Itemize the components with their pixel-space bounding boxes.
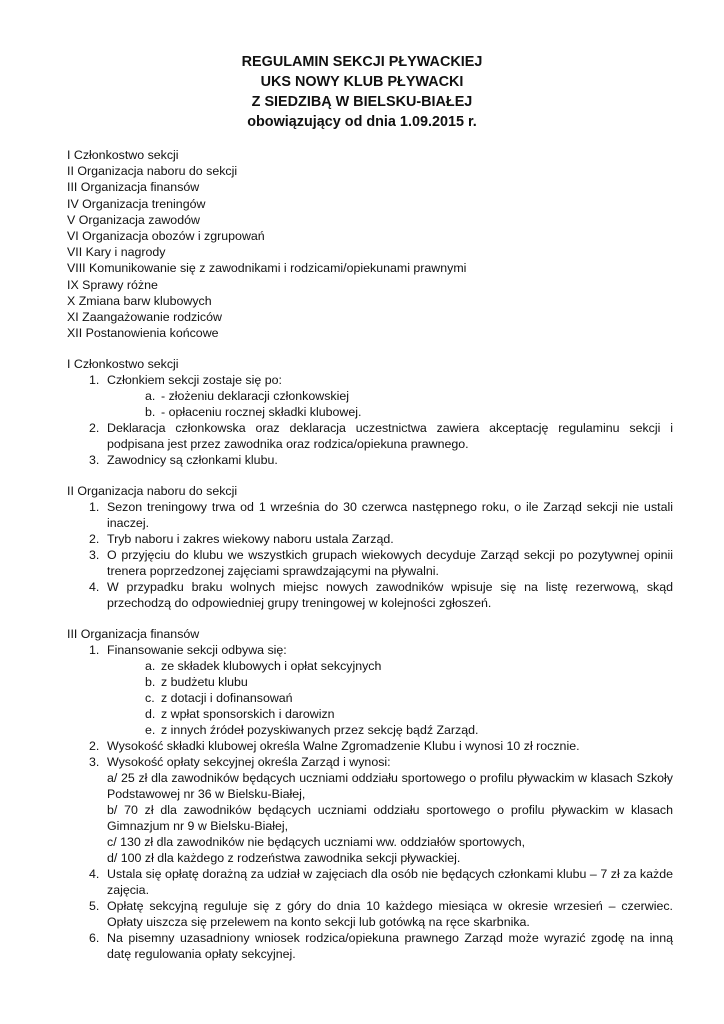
sub-item (107, 722, 673, 738)
item-number: 2. (89, 532, 100, 546)
sub-item-letter: b. (145, 405, 156, 419)
toc-item: XII Postanowienia końcowe (67, 326, 219, 341)
list-item (67, 499, 673, 531)
sub-item-letter: d. (145, 707, 156, 721)
item-number: 5. (89, 899, 100, 913)
item-number: 1. (89, 500, 100, 514)
sub-item-letter: e. (145, 723, 156, 737)
toc-item: VIII Komunikowanie się z zawodnikami i rodzicami/opiekunami prawnymi (67, 261, 467, 276)
list-item (67, 372, 673, 420)
item-number: 2. (89, 739, 100, 753)
title-line-2: UKS NOWY KLUB PŁYWACKI (260, 74, 464, 90)
item-number: 1. (89, 373, 100, 387)
item-text: W przypadku braku wolnych miejsc nowych zawodników wpisuje się na listę rezerwową, skąd przechodzą do odpowiedniej grupy treningowej w kolejności zgłoszeń. (107, 580, 673, 610)
toc-item: X Zmiana barw klubowych (67, 293, 212, 308)
sub-item (107, 674, 673, 690)
toc-item: V Organizacja zawodów (67, 212, 200, 227)
sub-item-text: ze składek klubowych i opłat sekcyjnych (161, 659, 382, 673)
section-items (67, 499, 673, 611)
toc-item: IV Organizacja treningów (67, 196, 206, 211)
section-membership (67, 356, 673, 468)
toc-item: XI Zaangażowanie rodziców (67, 310, 222, 325)
list-item (67, 531, 673, 547)
title-line-4: obowiązujący od dnia 1.09.2015 r. (247, 114, 477, 130)
toc-item: IX Sprawy różne (67, 277, 158, 292)
item-text: Zawodnicy są członkami klubu. (107, 453, 278, 467)
toc-item: VI Organizacja obozów i zgrupowań (67, 229, 265, 244)
sub-list (107, 388, 673, 420)
item-text: Ustala się opłatę dorażną za udział w zajęciach dla osób nie będących członkami klubu – 7 zł za każde zajęcia. (107, 867, 673, 897)
list-item (67, 642, 673, 738)
item-text: Opłatę sekcyjną reguluje się z góry do dnia 10 każdego miesiąca w okresie wrzesień – czerwiec. Opłaty uiszcza się przelewem na konto sekcji lub gotówką na ręce skarbnika. (107, 899, 673, 929)
toc-item: I Członkostwo sekcji (67, 148, 179, 162)
item-number: 4. (89, 867, 100, 881)
sub-item (107, 388, 673, 404)
sub-item (107, 690, 673, 706)
document-body (67, 356, 673, 977)
item-text: Sezon treningowy trwa od 1 września do 30 czerwca następnego roku, o ile Zarząd sekcji nie ustali inaczej. (107, 500, 673, 530)
title-line-3: Z SIEDZIBĄ W BIELSKU-BIAŁEJ (251, 94, 473, 110)
section-title: III Organizacja finansów (67, 627, 200, 641)
list-item (67, 898, 673, 930)
toc-item: VII Kary i nagrody (67, 245, 166, 260)
sub-item-letter: a. (145, 659, 156, 673)
sub-item-letter: a. (145, 389, 156, 403)
item-number: 3. (89, 548, 100, 562)
item-text: Członkiem sekcji zostaje się po: (107, 373, 282, 387)
list-item (67, 738, 673, 754)
fee-paragraph: b/ 70 zł dla zawodników będących uczniami oddziału sportowego o profilu pływackim w klasach Gimnazjum nr 9 w Bielsku-Białej, (107, 803, 673, 833)
document-title (0, 52, 724, 132)
item-number: 3. (89, 453, 100, 467)
table-of-contents (67, 147, 466, 341)
item-text: Wysokość składki klubowej określa Walne Zgromadzenie Klubu i wynosi 10 zł rocznie. (107, 739, 580, 753)
sub-item-letter: b. (145, 675, 156, 689)
sub-list (107, 658, 673, 738)
list-item (67, 420, 673, 452)
item-number: 6. (89, 931, 100, 945)
list-item (67, 452, 673, 468)
item-text: Na pisemny uzasadniony wniosek rodzica/opiekuna prawnego Zarząd może wyrazić zgodę na inną datę regulowania opłaty sekcyjnej. (107, 931, 673, 961)
item-number: 4. (89, 580, 100, 594)
list-item (67, 547, 673, 579)
sub-item (107, 404, 673, 420)
sub-item-text: - złożeniu deklaracji członkowskiej (161, 389, 350, 403)
list-item (67, 930, 673, 962)
item-text: Deklaracja członkowska oraz deklaracja uczestnictwa zawiera akceptację regulaminu sekcji i podpisana jest przez zawodnika oraz rodzica/opiekuna prawnego. (107, 421, 673, 451)
sub-item (107, 706, 673, 722)
list-item (67, 579, 673, 611)
section-title: II Organizacja naboru do sekcji (67, 484, 238, 498)
sub-item-letter: c. (145, 691, 155, 705)
fee-paragraph: a/ 25 zł dla zawodników będących uczniami oddziału sportowego o profilu pływackim w klasach Szkoły Podstawowej nr 36 w Bielsku-Białej, (107, 771, 673, 801)
list-item (67, 754, 673, 866)
section-recruitment (67, 483, 673, 611)
item-text: Wysokość opłaty sekcyjnej określa Zarząd i wynosi: (107, 755, 391, 769)
item-text: O przyjęciu do klubu we wszystkich grupach wiekowych decyduje Zarząd sekcji po pozytywnej opinii trenera poprzedzonej zajęciami sprawdzającymi na pływalni. (107, 548, 673, 578)
toc-item: II Organizacja naboru do sekcji (67, 164, 238, 179)
item-number: 1. (89, 643, 100, 657)
sub-item-text: - opłaceniu rocznej składki klubowej. (161, 405, 362, 419)
sub-item-text: z wpłat sponsorskich i darowizn (161, 707, 335, 721)
list-item (67, 866, 673, 898)
section-items (67, 372, 673, 468)
fee-paragraph: d/ 100 zł dla każdego z rodzeństwa zawodnika sekcji pływackiej. (107, 851, 461, 865)
sub-item (107, 658, 673, 674)
section-items (67, 642, 673, 962)
sub-item-text: z dotacji i dofinansowań (161, 691, 293, 705)
sub-item-text: z innych źródeł pozyskiwanych przez sekcję bądź Zarząd. (161, 723, 479, 737)
sub-item-text: z budżetu klubu (161, 675, 248, 689)
fee-paragraph: c/ 130 zł dla zawodników nie będących uczniami ww. oddziałów sportowych, (107, 835, 526, 849)
section-finances (67, 626, 673, 962)
item-number: 2. (89, 421, 100, 435)
section-title: I Członkostwo sekcji (67, 357, 179, 371)
title-line-1: REGULAMIN SEKCJI PŁYWACKIEJ (241, 54, 483, 70)
item-text: Tryb naboru i zakres wiekowy naboru ustala Zarząd. (107, 532, 394, 546)
toc-item: III Organizacja finansów (67, 180, 200, 195)
item-number: 3. (89, 755, 100, 769)
item-text: Finansowanie sekcji odbywa się: (107, 643, 287, 657)
